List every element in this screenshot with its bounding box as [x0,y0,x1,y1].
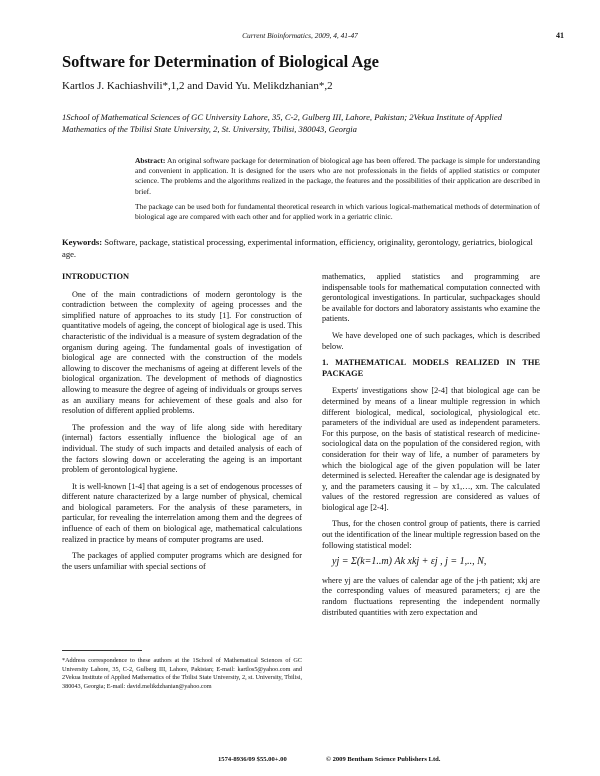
paragraph: The packages of applied computer programs which are designed for the users unfamiliar with special sections of [62,551,302,571]
footnote: *Address correspondence to these authors at the 1School of Mathematical Sciences of GC University Lahore, 35, C-2, Gulberg III, Lahore, Pakistan; E-mail: kartlos5@yahoo.com and 2Vekua Institute of Applied Mathematics of the Tbilisi State University, 2, st. University, Tbilisi, 380043, Georgia; E-mail: david.melikdzhanian@yahoo.com [62,657,302,690]
authors: Kartlos J. Kachiashvili*,1,2 and David Yu. Melikdzhanian*,2 [62,80,333,92]
keywords-text: Software, package, statistical processing, experimental information, efficiency, originality, gerontology, geriatrics, biological age. [62,237,533,259]
issn: 1574-8936/09 $55.00+.00 [218,756,287,763]
footnote-divider [62,650,142,651]
regression-equation: yj = Σ(k=1..m) Ak xkj + εj , j = 1,.., N, [332,556,487,568]
paragraph: The profession and the way of life along side with hereditary (internal) factors essentially influence the biological age of an individual. The study of such impacts and detailed analysis of each of the factors slowing down or accelerating the ageing is an important problem of gerontological hygiene. [62,422,302,475]
paragraph: It is well-known [1-4] that ageing is a set of endogenous processes of different nature characterized by a large number of physical, chemical and biological parameters. For the analysis of these parameters, in particular, for revealing the interrelation among them and the degrees of influence of each of them on biological age, mathematical calculations realized in practice by means of computer programs are used. [62,481,302,544]
section-heading-models: 1. MATHEMATICAL MODELS REALIZED IN THE PACKAGE [322,358,540,378]
right-column [322,272,540,624]
paper-title: Software for Determination of Biological Age [62,52,379,71]
page-number: 41 [556,31,564,40]
paragraph: One of the main contradictions of modern gerontology is the contradiction between the complexity of ageing processes and the simplified nature of approaches to its study [1]. For construction of quantitative models of ageing, the concept of biological age is used. This characteristic of the individual is a measure of system degradation of the organism during ageing. The fundamental goals of investigation of biological age are connected with the construction of the models allowing to discover the mechanisms of ageing at different levels of the biological organization. The development of methods of diagnostics allowing to measure the degree of ageing of individuals or groups serves as an auxiliary means for achievement of these goals and also for resolution of different applied problems. [62,289,302,416]
paragraph: Experts' investigations show [2-4] that biological age can be determined by means of a linear multiple regression in which different biological, medical, sociological, physiological etc. parameters of the individual are used as independent parameters. For this purpose, on the basis of statistical research of medicine-sociological data on the population of the considered region, with consideration for their way of life, a number of parameters by which the biological age of the given population will be later determined is selected. Hereafter the calendar age is designated by y, and the parameters causing it – by x1,…, xm. The calculated values of the restored regression are considered as values of biological age [2-4]. [322,386,540,512]
keywords-label: Keywords: [62,237,103,247]
paragraph: where yj are the values of calendar age of the j-th patient; xkj are the corresponding values of measured parameters; εj are the random fluctuations representing the independent normally distributed quantities with zero expectation and [322,575,540,617]
copyright: © 2009 Bentham Science Publishers Ltd. [326,756,441,763]
journal-header [0,31,600,40]
abstract-label: Abstract: [135,156,166,165]
paragraph: mathematics, applied statistics and programming are indispensable tools for mathematical computation connected with gerontological investigations. In particular, suchpackages should be available for doctors and laboratory assistants who examine the patients. [322,272,540,324]
affiliations: 1School of Mathematical Sciences of GC University Lahore, 35, C-2, Gulberg III, Lahore, Pakistan; 2Vekua Institute of Applied Mathematics of the Tbilisi State University, 2, St. University, Tbilisi, 380043, Georgia [62,112,502,134]
left-column [62,272,302,578]
section-heading-introduction: INTRODUCTION [62,272,130,281]
abstract-paragraph-1: Abstract: An original software package for determination of biological age has been offered. The package is simple for understanding and convenient in application. It is designed for the users who are not professionals in the fields of applied statistics or computer science. The problems and the algorithms realized in the package, the features and the possibilities of their application are described in brief. [135,156,540,196]
abstract [135,156,540,227]
journal-name: Current Bioinformatics [242,31,312,40]
journal-issue: , 2009, 4, 41-47 [311,31,358,40]
paragraph: We have developed one of such packages, which is described below. [322,330,540,351]
keywords [62,237,540,260]
abstract-paragraph-2: The package can be used both for fundamental theoretical research in which various logical-mathematical methods of determination of biological age are compared with each other and for applied work in a geriatric clinic. [135,201,540,222]
paragraph: Thus, for the chosen control group of patients, there is carried out the identification of the linear multiple regression based on the following statistical model: [322,519,540,550]
